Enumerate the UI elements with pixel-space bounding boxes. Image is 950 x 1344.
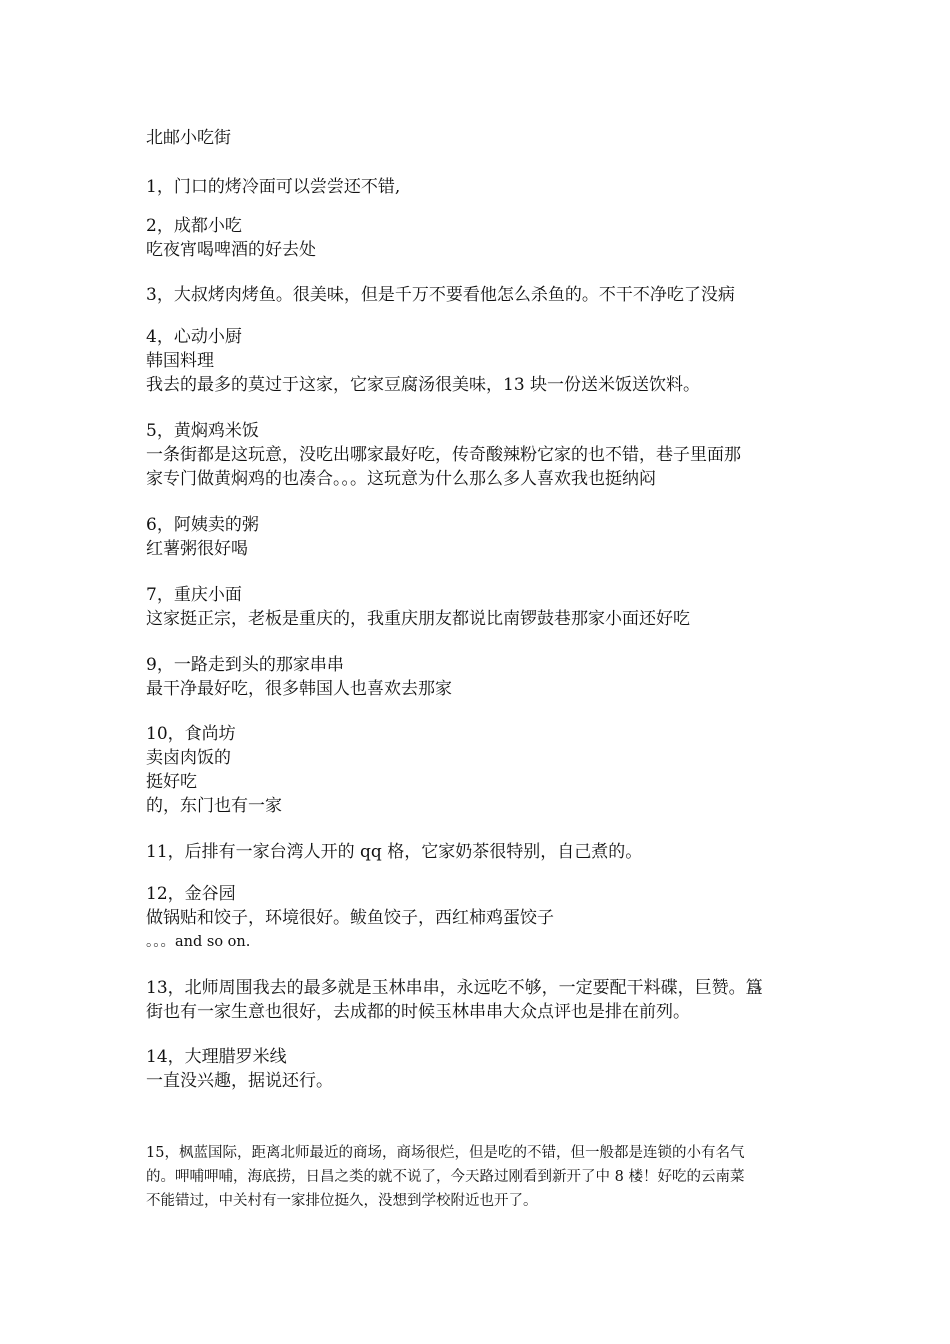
entry-line: 吃夜宵喝啤酒的好去处 <box>146 240 316 260</box>
entry-line: 10，食尚坊 <box>146 724 236 744</box>
entry-line: 。。。and so on. <box>146 934 251 950</box>
entry-4 <box>146 325 816 397</box>
entry-line: 卖卤肉饭的 <box>146 748 231 768</box>
entry-line: 6，阿姨卖的粥 <box>146 515 259 535</box>
entry-line: 2，成都小吃 <box>146 216 242 236</box>
entry-7 <box>146 583 816 631</box>
entry-line: 4，心动小厨 <box>146 327 242 347</box>
entry-line: 做锅贴和饺子，环境很好。鲅鱼饺子，西红柿鸡蛋饺子 <box>146 908 554 928</box>
entry-line: 11，后排有一家台湾人开的 qq 格，它家奶茶很特别，自己煮的。 <box>146 842 643 862</box>
entry-line: 的，东门也有一家 <box>146 796 282 816</box>
entry-14 <box>146 1045 816 1093</box>
entry-line: 3，大叔烤肉烤鱼。很美味，但是千万不要看他怎么杀鱼的。不干不净吃了没病 <box>146 285 735 305</box>
entry-line: 5，黄焖鸡米饭 <box>146 421 259 441</box>
entry-2 <box>146 214 816 262</box>
entry-line: 13，北师周围我去的最多就是玉林串串，永远吃不够，一定要配干料碟，巨赞。簋 <box>146 978 763 998</box>
entry-6 <box>146 513 816 561</box>
entry-line: 街也有一家生意也很好，去成都的时候玉林串串大众点评也是排在前列。 <box>146 1002 690 1022</box>
entry-line: 15，枫蓝国际，距离北师最近的商场，商场很烂，但是吃的不错，但一般都是连锁的小有名气 <box>146 1145 745 1161</box>
entry-line: 1，门口的烤冷面可以尝尝还不错, <box>146 177 401 197</box>
entry-line: 一直没兴趣，据说还行。 <box>146 1071 333 1091</box>
entry-10 <box>146 722 816 818</box>
entry-line: 的。呷哺呷哺，海底捞，日昌之类的就不说了，今天路过刚看到新开了中 8 楼！好吃的云南菜 <box>146 1169 745 1185</box>
entry-line: 14，大理腊罗米线 <box>146 1047 287 1067</box>
entry-15 <box>146 1141 816 1213</box>
entry-line: 我去的最多的莫过于这家，它家豆腐汤很美味，13 块一份送米饭送饮料。 <box>146 375 701 395</box>
entry-9 <box>146 653 816 701</box>
entry-11 <box>146 840 816 864</box>
entry-line: 7，重庆小面 <box>146 585 242 605</box>
entry-line: 最干净最好吃，很多韩国人也喜欢去那家 <box>146 679 452 699</box>
entry-13 <box>146 976 816 1024</box>
entry-line: 家专门做黄焖鸡的也凑合。。。这玩意为什么那么多人喜欢我也挺纳闷 <box>146 469 656 489</box>
entry-line: 不能错过，中关村有一家排位挺久，没想到学校附近也开了。 <box>146 1193 538 1209</box>
entry-line: 挺好吃 <box>146 772 197 792</box>
entry-line: 一条街都是这玩意，没吃出哪家最好吃，传奇酸辣粉它家的也不错，巷子里面那 <box>146 445 741 465</box>
entry-5 <box>146 419 816 491</box>
entry-line: 红薯粥很好喝 <box>146 539 248 559</box>
entry-1 <box>146 175 816 199</box>
entry-3 <box>146 283 816 307</box>
entry-line: 这家挺正宗，老板是重庆的，我重庆朋友都说比南锣鼓巷那家小面还好吃 <box>146 609 690 629</box>
entry-line: 韩国料理 <box>146 351 214 371</box>
entry-12 <box>146 882 816 954</box>
document-title: 北邮小吃街 <box>146 128 231 148</box>
entry-line: 9，一路走到头的那家串串 <box>146 655 344 675</box>
entry-line: 12，金谷园 <box>146 884 236 904</box>
